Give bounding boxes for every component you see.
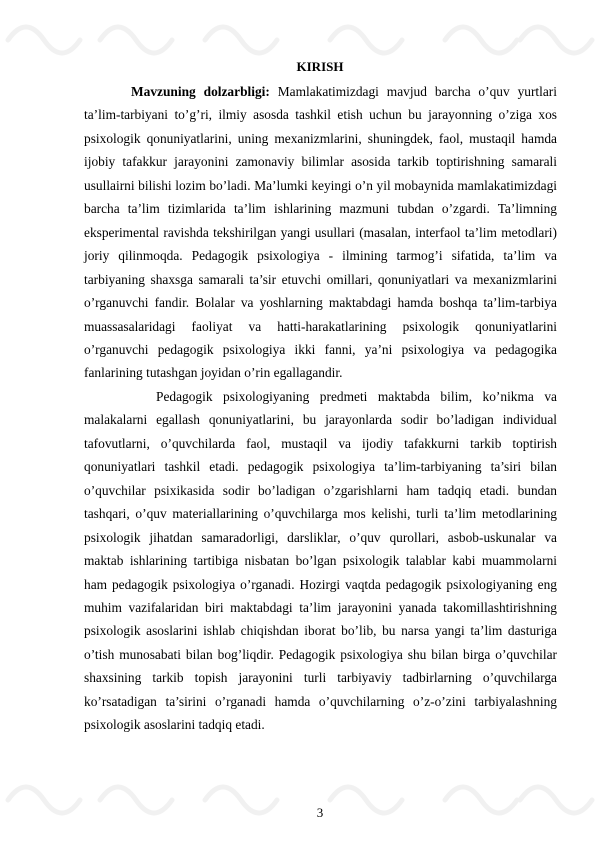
paragraph-text: Mamlakatimizdagi mavjud barcha o’quv yurtlari ta’lim-tarbiyani to’g’ri, ilmiy asosda tashkil etish uchun bu jarayonning o’ziga xos psixologik qonuniyatlarini, uning mexanizmlarini, shuningdek, faol, mustaqil hamda ijobiy tafakkur jarayonini zamonaviy bilimlar asosida tarkib toptirishning samarali usullairni bilishi lozim bo’ladi. Ma’lumki keyingi o’n yil mobaynida mamlakatimizdagi barcha ta’lim tizimlarida ta’lim ishlarining mazmuni tubdan o’zgardi. Ta’limning eksperimental ravishda tekshirilgan yangi usullari (masalan, interfaol ta’lim metodlari) joriy qilinmoqda. Pedagogik psixologiya - ilmining tarmog’i sifatida, ta’lim va tarbiyaning shaxsga samarali ta’sir etuvchi omillari, qonuniyatlari va mexanizmlarini o’rganuvchi fandir. Bolalar va yoshlarning maktabdagi hamda boshqa ta’lim-tarbiya muassasalaridagi faoliyat va hatti-harakatlarining psixologik qonuniyatlarini o’rganuvchi pedagogik psixologiya ikki fanni, ya’ni psixologiya va pedagogika fanlarining tutashgan joyidan o’rin egallagandir. — [84, 84, 557, 381]
document-heading: KIRISH — [296, 59, 344, 74]
page-number: 3 — [316, 805, 324, 820]
paragraph-relevance — [84, 80, 557, 385]
document-body — [84, 80, 557, 737]
paragraph-lead: Mavzuning dolzarbligi: — [131, 84, 270, 99]
paragraph-subject: Pedagogik psixologiyaning predmeti maktabda bilim, ko’nikma va malakalarni egallash qonuniyatlarini, bu jarayonlarda sodir bo’ladigan individual tafovutlarni, o’quvchilarda faol, mustaqil va ijodiy tafakkurni tarkib toptirish qonuniyatlari tashkil etadi. pedagogik psixologiya ta’lim-tarbiyaning ta’siri bilan o’quvchilar psixikasida sodir bo’ladigan o’zgarishlarni ham tadqiq etadi. bundan tashqari, o’quv materiallarining o’quvchilarga mos kelishi, turli ta’lim metodlarining psixologik jihatdan samaradorligi, darsliklar, o’quv qurollari, asbob-uskunalar va maktab ishlarining tartibiga nisbatan bo’lgan psixologik talablar kabi muammolarni ham pedagogik psixologiya o’rganadi. Hozirgi vaqtda pedagogik psixologiyaning eng muhim vazifalaridan biri maktabdagi ta’lim jarayonini yanada takomillashtirishning psixologik asoslarini ishlab chiqishdan iborat bo’lib, bu narsa yangi ta’lim dasturiga o’tish munosabati bilan bog’liqdir. Pedagogik psixologiya shu bilan birga o’quvchilar shaxsining tarkib topish jarayonini turli tarbiyaviy tadbirlarning o’quvchilarga ko’rsatadigan ta’sirini o’rganadi hamda o’quvchilarning o’z-o’zini tarbiyalashning psixologik asoslarini tadqiq etadi. — [84, 388, 557, 733]
